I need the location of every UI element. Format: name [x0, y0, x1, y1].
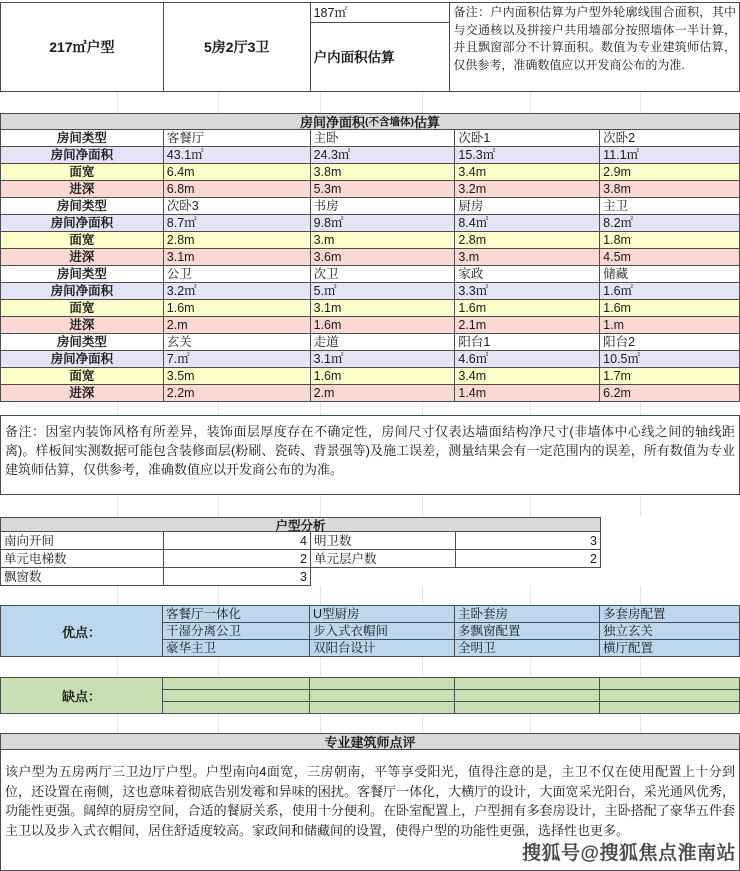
cons-row — [163, 702, 740, 714]
analysis-label: 单元电梯数 — [1, 550, 164, 568]
analysis-row — [1, 532, 601, 550]
room-name-cell: 公卫 — [164, 266, 311, 283]
area-value-cell: 11.1㎡ — [600, 147, 740, 164]
area-value-cell: 9.8㎡ — [311, 215, 456, 232]
cons-item — [310, 678, 455, 690]
width-value-cell: 2.9m — [600, 164, 740, 181]
width-value-cell: 3.4m — [455, 368, 600, 385]
cons-label: 缺点： — [1, 678, 163, 714]
pros-item: 干湿分离公卫 — [163, 623, 310, 640]
room-depth-row — [1, 181, 740, 198]
depth-value-cell: 2.m — [311, 385, 456, 402]
pros-item: 步入式衣帽间 — [310, 623, 455, 640]
analysis-value: 2 — [164, 550, 311, 568]
area-value-cell: 8.2㎡ — [600, 215, 740, 232]
pros-item: 豪华主卫 — [163, 640, 310, 657]
review-text: 该户型为五房两厅三卫边厅户型。户型南向4面宽，三房朝南，平等享受阳光，值得注意的是，主卫不仅在使用配置上十分到位，还设置在南侧，这也意味着彻底告别发霉和异味的困扰。客餐厅一体化，大横厅的设计，大面宽采光阳台，采光通风优秀，功能性更强。阔绰的厨房空间，合适的餐厨关系，使用十分便利。在卧室配置上，户型拥有多套房设计，主卧搭配了豪华五件套主卫以及步入式衣帽间，居住舒适度较高。家政间和储藏间的设置，使得户型的功能性更强，选择性也更多。 — [0, 750, 740, 871]
room-name-cell: 阳台1 — [455, 334, 600, 351]
row-label: 面宽 — [1, 300, 164, 317]
area-value-cell: 43.1㎡ — [164, 147, 311, 164]
room-width-row — [1, 368, 740, 385]
room-type-row — [1, 198, 740, 215]
title-main: 房间净面积 — [299, 115, 365, 130]
analysis-label: 南向开间 — [1, 532, 164, 550]
cons-item — [455, 678, 600, 690]
sohu-watermark: 搜狐号@搜狐焦点淮南站 — [521, 843, 736, 864]
row-label: 房间净面积 — [1, 283, 164, 300]
depth-value-cell: 3.2m — [455, 181, 600, 198]
cons-row — [163, 690, 740, 702]
depth-value-cell: 5.3m — [311, 181, 456, 198]
pros-item: 多套房配置 — [600, 606, 740, 623]
pros-item: 主卧套房 — [455, 606, 600, 623]
room-depth-row — [1, 249, 740, 266]
area-value-cell: 7.㎡ — [164, 351, 311, 368]
pros-item: 客餐厅一体化 — [163, 606, 310, 623]
width-value-cell: 3.m — [311, 232, 456, 249]
room-area-row — [1, 147, 740, 164]
area-value-cell: 1.6㎡ — [600, 283, 740, 300]
room-name-cell: 次卫 — [311, 266, 456, 283]
depth-value-cell: 2.1m — [455, 317, 600, 334]
room-type-row — [1, 266, 740, 283]
cons-item — [310, 702, 455, 714]
cons-item — [455, 690, 600, 702]
room-name-cell: 次卧1 — [455, 130, 600, 147]
area-value-cell: 8.7㎡ — [164, 215, 311, 232]
room-width-row — [1, 300, 740, 317]
cons-item — [455, 702, 600, 714]
row-label: 房间类型 — [1, 198, 164, 215]
row-label: 面宽 — [1, 232, 164, 249]
room-name-cell: 主卧 — [311, 130, 456, 147]
room-name-cell: 阳台2 — [600, 334, 740, 351]
depth-value-cell: 4.5m — [600, 249, 740, 266]
room-name-cell: 家政 — [455, 266, 600, 283]
room-area-table — [0, 113, 740, 402]
width-value-cell: 2.8m — [164, 232, 311, 249]
grid-gap — [0, 657, 740, 677]
cons-item — [600, 702, 740, 714]
row-label: 房间类型 — [1, 266, 164, 283]
indoor-area-label: 户内面积估算 — [311, 23, 451, 92]
grid-gap — [0, 714, 740, 733]
depth-value-cell: 1.m — [600, 317, 740, 334]
measurement-note: 备注：因室内装饰风格有所差异，装饰面层厚度存在不确定性，房间尺寸仅表达墙面结构净尺寸(非墙体中心线之间的轴线距离)。样板间实测数据可能包含装修面层(粉刷、瓷砖、背景强等)及施工误差，测量结果会有一定范围内的误差，所有数值为专业建筑师估算，仅供参考，准确数值应以开发商公布的为准。 — [0, 415, 740, 495]
area-value-cell: 3.3㎡ — [455, 283, 600, 300]
area-value-cell: 8.4㎡ — [455, 215, 600, 232]
analysis-value: 3 — [164, 568, 311, 586]
row-label: 房间类型 — [1, 130, 164, 147]
analysis-value: 2 — [456, 550, 601, 568]
pros-table — [0, 605, 740, 657]
unit-analysis-title: 户型分析 — [1, 518, 601, 532]
pros-item: 多飘窗配置 — [455, 623, 600, 640]
depth-value-cell: 3.8m — [600, 181, 740, 198]
room-name-cell: 书房 — [311, 198, 456, 215]
area-value-cell: 24.3㎡ — [311, 147, 456, 164]
row-label: 房间净面积 — [1, 147, 164, 164]
row-label: 面宽 — [1, 164, 164, 181]
spreadsheet-page — [0, 2, 740, 869]
row-label: 房间净面积 — [1, 351, 164, 368]
analysis-label: 单元层户数 — [311, 550, 456, 568]
room-area-row — [1, 283, 740, 300]
room-depth-row — [1, 317, 740, 334]
row-label: 进深 — [1, 317, 164, 334]
cons-item — [310, 690, 455, 702]
depth-value-cell: 2.2m — [164, 385, 311, 402]
row-label: 房间净面积 — [1, 215, 164, 232]
cons-item — [163, 702, 310, 714]
pros-row — [163, 623, 740, 640]
depth-value-cell: 6.8m — [164, 181, 311, 198]
room-name-cell: 客餐厅 — [164, 130, 311, 147]
width-value-cell: 3.4m — [455, 164, 600, 181]
pros-item: 全明卫 — [455, 640, 600, 657]
depth-value-cell: 3.6m — [311, 249, 456, 266]
width-value-cell: 1.8m — [600, 232, 740, 249]
grid-gap — [0, 586, 740, 605]
cons-row — [163, 678, 740, 690]
indoor-area-value: 187㎡ — [311, 3, 451, 23]
depth-value-cell: 3.m — [455, 249, 600, 266]
analysis-value: 3 — [456, 532, 601, 550]
area-value-cell: 10.5㎡ — [600, 351, 740, 368]
room-area-table-title — [1, 114, 740, 130]
unit-type-cell: 217㎡户型 — [1, 3, 164, 92]
top-note: 备注：户内面积估算为户型外轮廓线围合面积，其中与交通核以及拼接户共用墙部分按照墙体一半计算，并且飘窗部分不计算面积。数值为专业建筑师估算，仅供参考，准确数值应以开发商公布的为准. — [450, 3, 740, 92]
cons-table — [0, 677, 740, 714]
row-label: 进深 — [1, 385, 164, 402]
grid-gap — [0, 402, 740, 415]
row-label: 面宽 — [1, 368, 164, 385]
analysis-row — [1, 550, 601, 568]
area-value-cell: 3.1㎡ — [311, 351, 456, 368]
grid-gap — [0, 92, 740, 113]
room-name-cell: 次卧2 — [600, 130, 740, 147]
width-value-cell: 6.4m — [164, 164, 311, 181]
width-value-cell: 3.1m — [311, 300, 456, 317]
cons-item — [163, 690, 310, 702]
analysis-value: 4 — [164, 532, 311, 550]
depth-value-cell: 2.m — [164, 317, 311, 334]
pros-item: U型厨房 — [310, 606, 455, 623]
row-label: 进深 — [1, 249, 164, 266]
pros-row — [163, 606, 740, 623]
area-value-cell: 4.6㎡ — [455, 351, 600, 368]
analysis-label: 明卫数 — [311, 532, 456, 550]
width-value-cell: 2.8m — [455, 232, 600, 249]
room-width-row — [1, 232, 740, 249]
room-area-row — [1, 351, 740, 368]
pros-row — [163, 640, 740, 657]
analysis-label: 飘窗数 — [1, 568, 164, 586]
cons-item — [600, 690, 740, 702]
depth-value-cell: 1.6m — [311, 317, 456, 334]
unit-analysis-table — [0, 517, 601, 586]
cons-item — [163, 678, 310, 690]
room-type-row — [1, 334, 740, 351]
room-name-cell: 储藏 — [600, 266, 740, 283]
review-title: 专业建筑师点评 — [0, 733, 740, 750]
width-value-cell: 1.6m — [455, 300, 600, 317]
width-value-cell: 1.7m — [600, 368, 740, 385]
width-value-cell: 3.5m — [164, 368, 311, 385]
area-value-cell: 3.2㎡ — [164, 283, 311, 300]
unit-layout-cell: 5房2厅3卫 — [164, 3, 311, 92]
room-name-cell: 厨房 — [455, 198, 600, 215]
pros-label: 优点： — [1, 606, 163, 657]
pros-item: 横厅配置 — [600, 640, 740, 657]
pros-item: 双阳台设计 — [310, 640, 455, 657]
width-value-cell: 3.8m — [311, 164, 456, 181]
title-small: (不含墙体) — [365, 116, 414, 128]
width-value-cell: 1.6m — [311, 368, 456, 385]
analysis-row — [1, 568, 312, 586]
row-label: 进深 — [1, 181, 164, 198]
depth-value-cell: 6.2m — [600, 385, 740, 402]
room-area-row — [1, 215, 740, 232]
room-width-row — [1, 164, 740, 181]
depth-value-cell: 3.1m — [164, 249, 311, 266]
room-name-cell: 次卧3 — [164, 198, 311, 215]
room-type-row — [1, 130, 740, 147]
room-name-cell: 主卫 — [600, 198, 740, 215]
row-label: 房间类型 — [1, 334, 164, 351]
indoor-area-column — [311, 3, 451, 92]
pros-item: 独立玄关 — [600, 623, 740, 640]
title-suffix: 估算 — [414, 115, 441, 130]
width-value-cell: 1.6m — [600, 300, 740, 317]
area-value-cell: 5.㎡ — [311, 283, 456, 300]
grid-gap — [0, 495, 740, 517]
area-value-cell: 15.3㎡ — [455, 147, 600, 164]
room-name-cell: 走道 — [311, 334, 456, 351]
room-depth-row — [1, 385, 740, 402]
room-name-cell: 玄关 — [164, 334, 311, 351]
depth-value-cell: 1.4m — [455, 385, 600, 402]
width-value-cell: 1.6m — [164, 300, 311, 317]
unit-summary-table — [0, 2, 740, 92]
cons-item — [600, 678, 740, 690]
